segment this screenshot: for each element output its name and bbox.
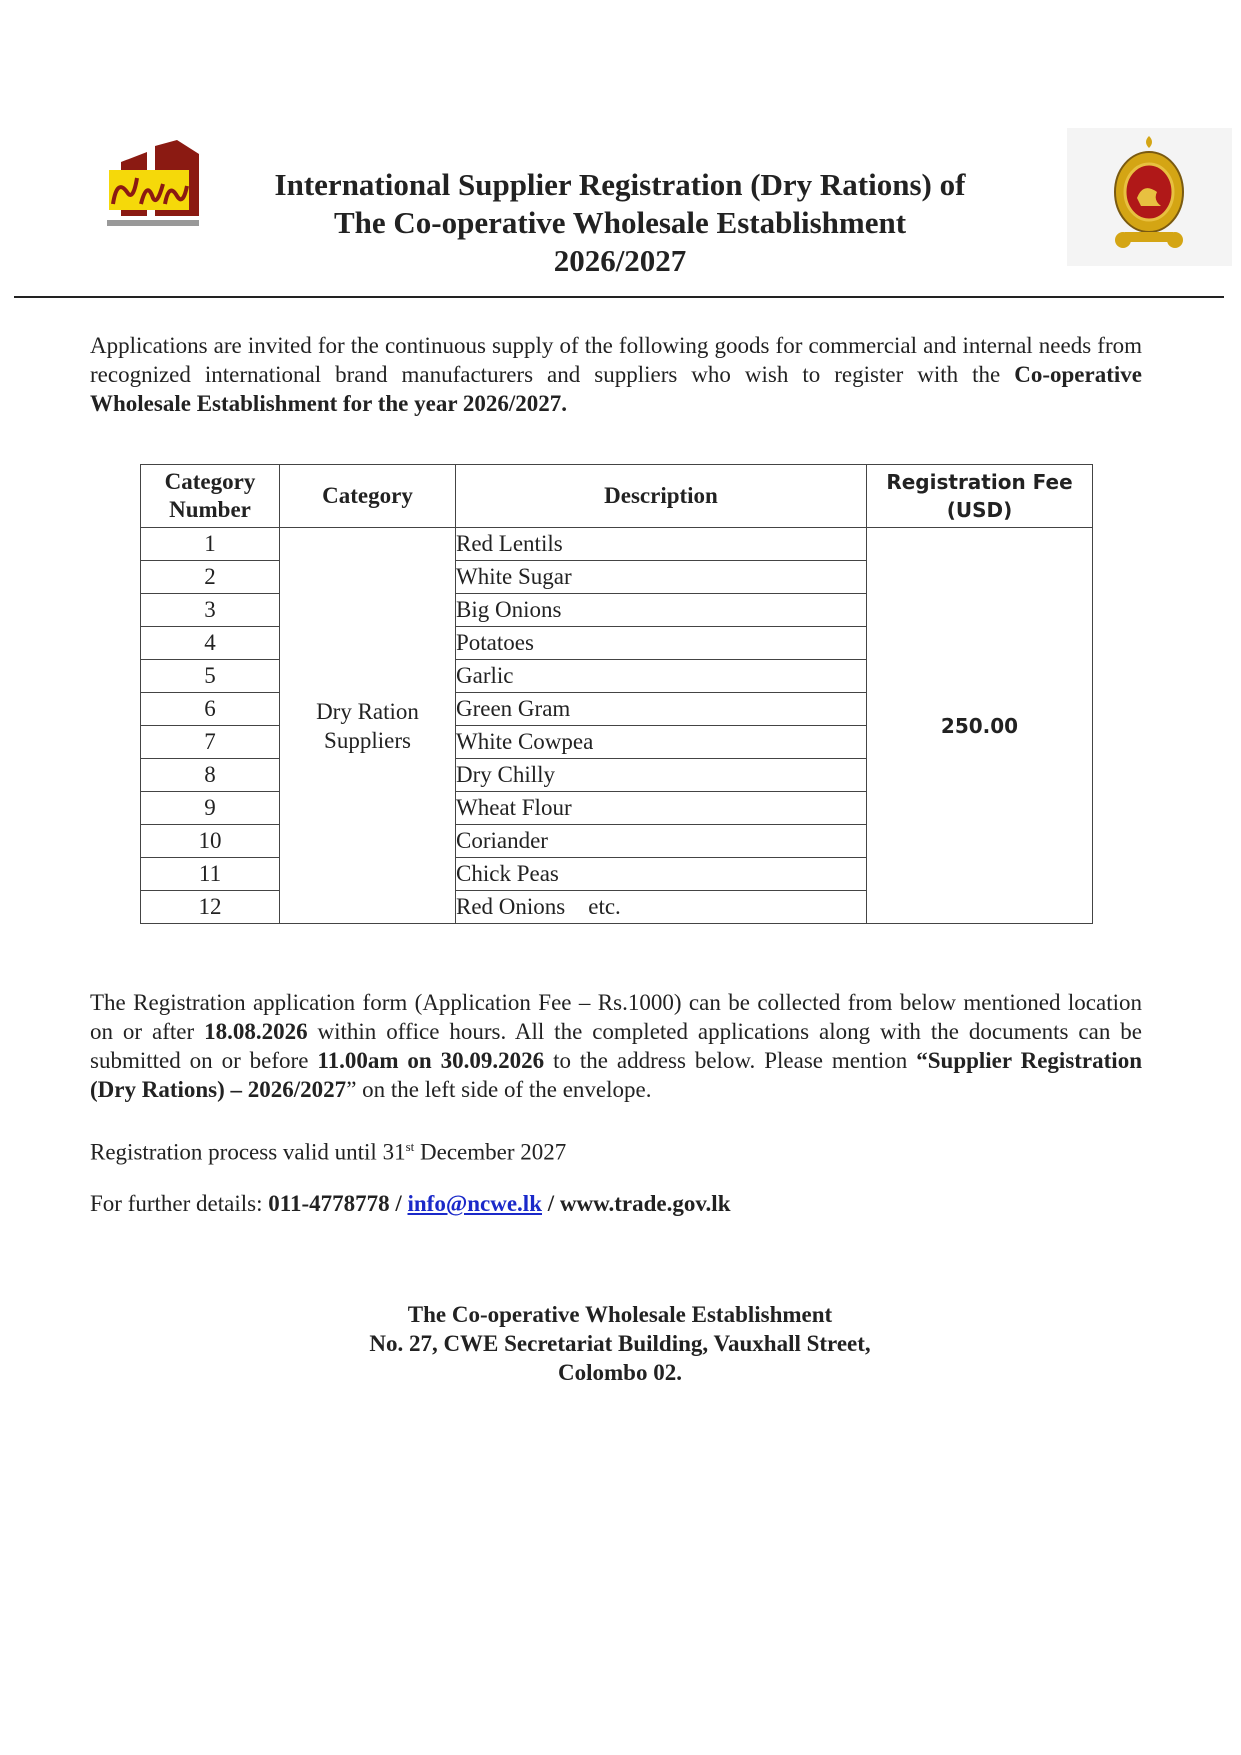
category-number-cell: 1	[141, 528, 280, 561]
description-cell: Chick Peas	[456, 858, 867, 891]
table-header-row	[141, 465, 1093, 528]
validity-text-1: Registration process valid until 31	[90, 1139, 406, 1165]
national-emblem	[1067, 128, 1232, 266]
table-row	[141, 528, 1093, 561]
header-fee-line2: (USD)	[946, 498, 1013, 522]
description-cell: Coriander	[456, 825, 867, 858]
category-number-cell: 6	[141, 693, 280, 726]
title-line-2: The Co-operative Wholesale Establishment	[333, 205, 907, 240]
category-number-cell: 3	[141, 594, 280, 627]
header-category: Category	[280, 465, 456, 528]
sathosa-logo	[107, 140, 199, 232]
category-line1: Dry Ration	[316, 698, 419, 724]
instructions-text-1: The Registration application form (Application Fee – Rs.1000) can be collected from below mentioned location on or after	[90, 990, 1142, 1044]
category-number-cell: 4	[141, 627, 280, 660]
description-cell: White Cowpea	[456, 726, 867, 759]
category-number-cell: 12	[141, 891, 280, 924]
category-number-cell: 8	[141, 759, 280, 792]
header-description: Description	[456, 465, 867, 528]
document-title	[200, 166, 1040, 280]
validity-text-2: December 2027	[414, 1139, 567, 1165]
description-cell: Red Lentils	[456, 528, 867, 561]
description-cell: Big Onions	[456, 594, 867, 627]
contact-paragraph	[90, 1189, 1142, 1218]
header-fee-line1: Registration Fee	[886, 470, 1073, 494]
instructions-text-4: ” on the left side of the envelope.	[346, 1077, 652, 1102]
submission-deadline: 11.00am on 30.09.2026	[317, 1048, 545, 1073]
items-table	[140, 464, 1093, 924]
category-number-cell: 9	[141, 792, 280, 825]
address-line-1: The Co-operative Wholesale Establishment	[407, 1302, 833, 1327]
description-cell: Potatoes	[456, 627, 867, 660]
description-cell: Wheat Flour	[456, 792, 867, 825]
address-line-3: Colombo 02.	[558, 1360, 682, 1385]
contact-website: / www.trade.gov.lk	[542, 1191, 731, 1216]
title-line-1: International Supplier Registration (Dry Rations) of	[274, 167, 966, 202]
header-category-number-line2: Number	[169, 497, 251, 522]
collection-date: 18.08.2026	[204, 1019, 308, 1044]
description-cell: Red Onions etc.	[456, 891, 867, 924]
address-line-2: No. 27, CWE Secretariat Building, Vauxhall Street,	[369, 1331, 871, 1356]
title-line-3: 2026/2027	[553, 243, 687, 278]
category-number-cell: 5	[141, 660, 280, 693]
intro-paragraph	[90, 331, 1142, 418]
ordinal-suffix: st	[405, 1139, 415, 1154]
description-cell: Garlic	[456, 660, 867, 693]
address-block	[240, 1300, 1000, 1387]
header-category-number-line1: Category	[164, 469, 256, 494]
intro-text: Applications are invited for the continuous supply of the following goods for commercial and internal needs from recognized international brand manufacturers and suppliers who wish to register with the	[90, 333, 1142, 387]
validity-paragraph	[90, 1132, 1142, 1167]
contact-label: For further details:	[90, 1191, 269, 1216]
instructions-text-2: within office hours. All the completed applications along with the documents can be submitted on or before	[90, 1019, 1142, 1073]
category-number-cell: 7	[141, 726, 280, 759]
header-category-number	[141, 465, 280, 528]
category-line2: Suppliers	[324, 727, 411, 753]
application-instructions	[90, 988, 1142, 1104]
header-registration-fee	[867, 465, 1093, 528]
description-cell: Green Gram	[456, 693, 867, 726]
category-cell	[280, 528, 456, 924]
intro-bold: Co-operative Wholesale Establishment for the year 2026/2027.	[90, 362, 1142, 416]
instructions-text-3: to the address below. Please mention	[544, 1048, 917, 1073]
envelope-label: “Supplier Registration (Dry Rations) – 2026/2027	[90, 1048, 1142, 1102]
category-number-cell: 2	[141, 561, 280, 594]
contact-phone: 011-4778778 /	[268, 1191, 408, 1216]
contact-email-link[interactable]: info@ncwe.lk	[407, 1191, 542, 1216]
description-cell: White Sugar	[456, 561, 867, 594]
category-number-cell: 10	[141, 825, 280, 858]
header-divider	[14, 296, 1224, 298]
description-cell: Dry Chilly	[456, 759, 867, 792]
registration-fee-cell: 250.00	[867, 528, 1093, 924]
category-number-cell: 11	[141, 858, 280, 891]
